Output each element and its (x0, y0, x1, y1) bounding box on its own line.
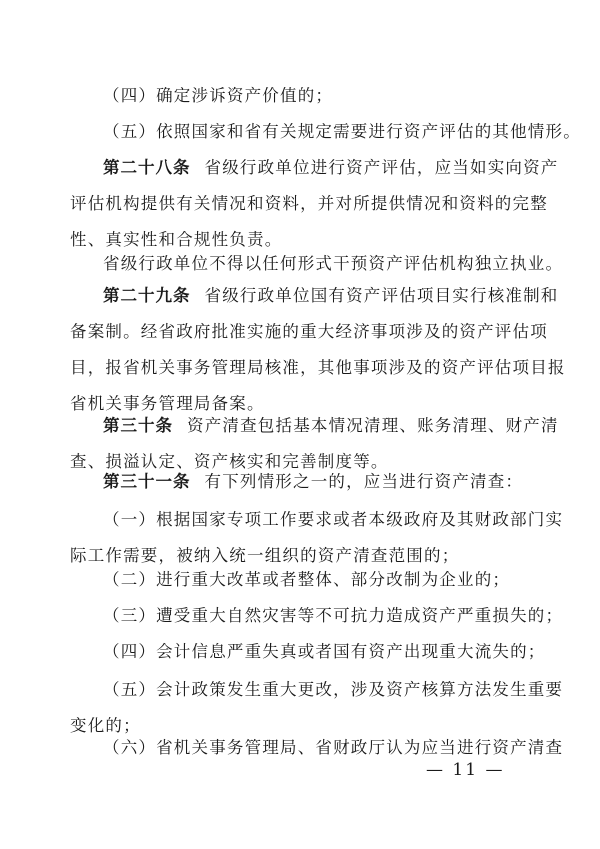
paragraph-10 (103, 598, 564, 634)
text-line: 备案制。经省政府批准实施的重大经济事项涉及的资产评估项 (70, 322, 548, 341)
text-line: 际工作需要，被纳入统一组织的资产清查范围的； (70, 546, 460, 565)
text-line: 查、损溢认定、资产核实和完善制度等。 (70, 452, 389, 471)
article-heading: 第二十八条 (103, 158, 191, 177)
text-line (103, 278, 559, 314)
text-line: 省级行政单位不得以任何形式干预资产评估机构独立执业。 (103, 254, 564, 273)
text-line: （五）依照国家和省有关规定需要进行资产评估的其他情形。 (103, 122, 581, 141)
text-line (103, 464, 524, 500)
article-29 (70, 278, 566, 422)
paragraph-9 (103, 562, 521, 598)
text-line: （四）确定涉诉资产价值的； (103, 86, 334, 105)
text-line: （五）会计政策发生重大更改，涉及资产核算方法发生重要 (103, 680, 564, 699)
article-heading: 第三十条 (103, 416, 173, 435)
text-segment: 省级行政单位进行资产评估，应当如实向资产 (204, 158, 559, 177)
text-segment: 有下列情形之一的，应当进行资产清查： (204, 472, 524, 491)
text-segment: 省级行政单位国有资产评估项目实行核准制和 (204, 286, 559, 305)
page-number: — 11 — (426, 760, 505, 780)
text-line: 省机关事务管理局备案。 (70, 394, 265, 413)
text-line: （四）会计信息严重失真或者国有资产出现重大流失的； (103, 642, 546, 661)
text-line: （六）省机关事务管理局、省财政厅认为应当进行资产清查 (103, 738, 564, 757)
text-line (103, 150, 559, 186)
paragraph-4 (103, 246, 564, 282)
article-31 (103, 464, 524, 500)
text-line: （二）进行重大改革或者整体、部分改制为企业的； (103, 570, 511, 589)
paragraph-2 (103, 114, 581, 150)
text-line (103, 408, 559, 444)
paragraph-1 (103, 78, 521, 114)
text-line: （三）遭受重大自然灾害等不可抗力造成资产严重损失的； (103, 606, 564, 625)
text-line: （一）根据国家专项工作要求或者本级政府及其财政部门实 (103, 510, 564, 529)
text-line: 变化的； (70, 716, 141, 735)
text-line: 性、真实性和合规性负责。 (70, 230, 283, 249)
paragraph-11 (103, 634, 546, 670)
text-line: 目，报省机关事务管理局核准，其他事项涉及的资产评估项目报 (70, 358, 566, 377)
article-heading: 第三十一条 (103, 472, 191, 491)
article-28 (70, 150, 559, 258)
article-heading: 第二十九条 (103, 286, 191, 305)
text-line: 评估机构提供有关情况和资料，并对所提供情况和资料的完整 (70, 194, 548, 213)
text-segment: 资产清查包括基本情况清理、账务清理、财产清 (187, 416, 559, 435)
